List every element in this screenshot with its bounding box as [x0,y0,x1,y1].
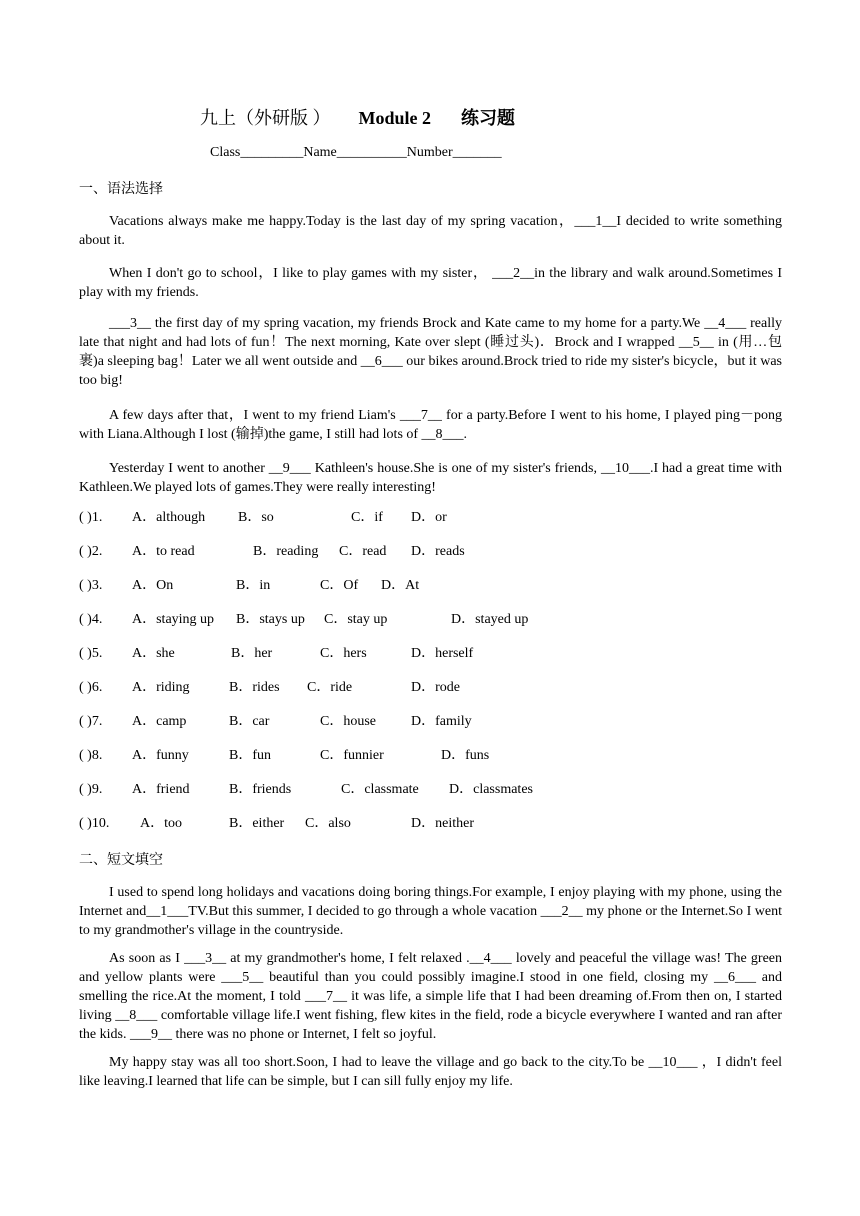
option-c: C．house [320,714,376,729]
section1-paragraph-5: Yesterday I went to another __9___ Kathleen's house.She is one of my sister's friends, __10___.I had a great time with Kathleen.We played lots of games.They were really interesting! [79,461,782,495]
option-d: D．rode [411,680,460,695]
section1-paragraph-3: ___3__ the first day of my spring vacation, my friends Brock and Kate came to my home for a party.We __4___ really late that night and had lots of fun！The next morning, Kate over slept (睡过头)．Brock and I wrapped __5__ in (用…包裹)a sleeping bag！Later we all went outside and __6___ our bikes around.Brock tried to ride my sister's bicycle，but it was too big! [79,316,782,388]
option-a: A．too [140,816,182,831]
section2-paragraph-1: I used to spend long holidays and vacations doing boring things.For example, I enjoy playing with my phone, using the Internet and__1___TV.But this summer, I decided to go through a whole vacation ___2__ my phone or the Internet.So I went to my grandmother's village in the countryside. [79,885,782,938]
question-number: ( )2. [79,544,103,559]
option-b: B．in [236,578,271,593]
question-number: ( )5. [79,646,103,661]
option-b: B．her [231,646,273,661]
option-c: C．if [351,510,383,525]
section1-paragraph-1: Vacations always make me happy.Today is the last day of my spring vacation，___1__I decided to write something about it. [79,214,782,248]
option-a: A．she [132,646,175,661]
option-c: C．read [339,544,387,559]
question-number: ( )9. [79,782,103,797]
question-number: ( )3. [79,578,103,593]
option-b: B．so [238,510,274,525]
question-number: ( )4. [79,612,103,627]
title-exercise: 练习题 [461,108,516,128]
section2-paragraph-2: As soon as I ___3__ at my grandmother's home, I felt relaxed .__4___ lovely and peaceful the village was! The green and yellow plants were ___5__ beautiful than you could possibly imagine.I stood in one field, closing my __6___ and smelling the rice.At the moment, I told ___7__ it was life, a simple life that I had been dreaming of.From then on, I started living __8___ comfortable village life.I went fishing, flew kites in the field, rode a bicycle everywhere I wanted and ran after the kids. ___9__ there was no phone or Internet, I felt so joyful. [79,951,782,1042]
option-d: D．At [381,578,420,593]
option-a: A．On [132,578,174,593]
option-b: B．fun [229,748,271,763]
option-d: D．family [411,714,472,729]
option-a: A．riding [132,680,190,695]
option-c: C．funnier [320,748,384,763]
section1-heading: 一、语法选择 [79,182,163,197]
title-prefix: 九上（外研版 ） [200,108,331,128]
option-d: D．funs [441,748,490,763]
option-a: A．camp [132,714,187,729]
section2-heading: 二、短文填空 [79,853,163,868]
option-c: C．stay up [324,612,388,627]
option-c: C．ride [307,680,353,695]
option-d: D．herself [411,646,474,661]
question-number: ( )10. [79,816,110,831]
option-a: A．funny [132,748,189,763]
option-d: D．neither [411,816,474,831]
option-b: B．either [229,816,285,831]
option-a: A．friend [132,782,190,797]
option-d: D．stayed up [451,612,529,627]
option-a: A．although [132,510,206,525]
option-b: B．rides [229,680,280,695]
option-d: D．classmates [449,782,533,797]
option-c: C．also [305,816,351,831]
option-c: C．Of [320,578,359,593]
section1-paragraph-4: A few days after that，I went to my friend Liam's ___7__ for a party.Before I went to his home, I played ping－pong with Liana.Although I lost (输掉)the game, I still had lots of __8___. [79,408,782,442]
title-module: Module 2 [358,108,432,128]
question-number: ( )8. [79,748,103,763]
option-c: C．hers [320,646,367,661]
option-b: B．friends [229,782,292,797]
option-d: D．or [411,510,447,525]
option-c: C．classmate [341,782,419,797]
class-name-number-line: Class_________Name__________Number_______ [210,145,502,160]
page-title [200,104,515,130]
option-b: B．reading [253,544,319,559]
question-number: ( )6. [79,680,103,695]
question-number: ( )7. [79,714,103,729]
option-b: B．stays up [236,612,305,627]
question-number: ( )1. [79,510,103,525]
option-d: D．reads [411,544,465,559]
section1-paragraph-2: When I don't go to school，I like to play games with my sister， ___2__in the library and walk around.Sometimes I play with my friends. [79,266,782,300]
section2-paragraph-3: My happy stay was all too short.Soon, I had to leave the village and go back to the city.To be __10___ ，I didn't feel like leaving.I learned that life can be simple, but I can sill fully enjoy my life. [79,1055,782,1089]
option-b: B．car [229,714,270,729]
option-a: A．staying up [132,612,215,627]
option-a: A．to read [132,544,195,559]
